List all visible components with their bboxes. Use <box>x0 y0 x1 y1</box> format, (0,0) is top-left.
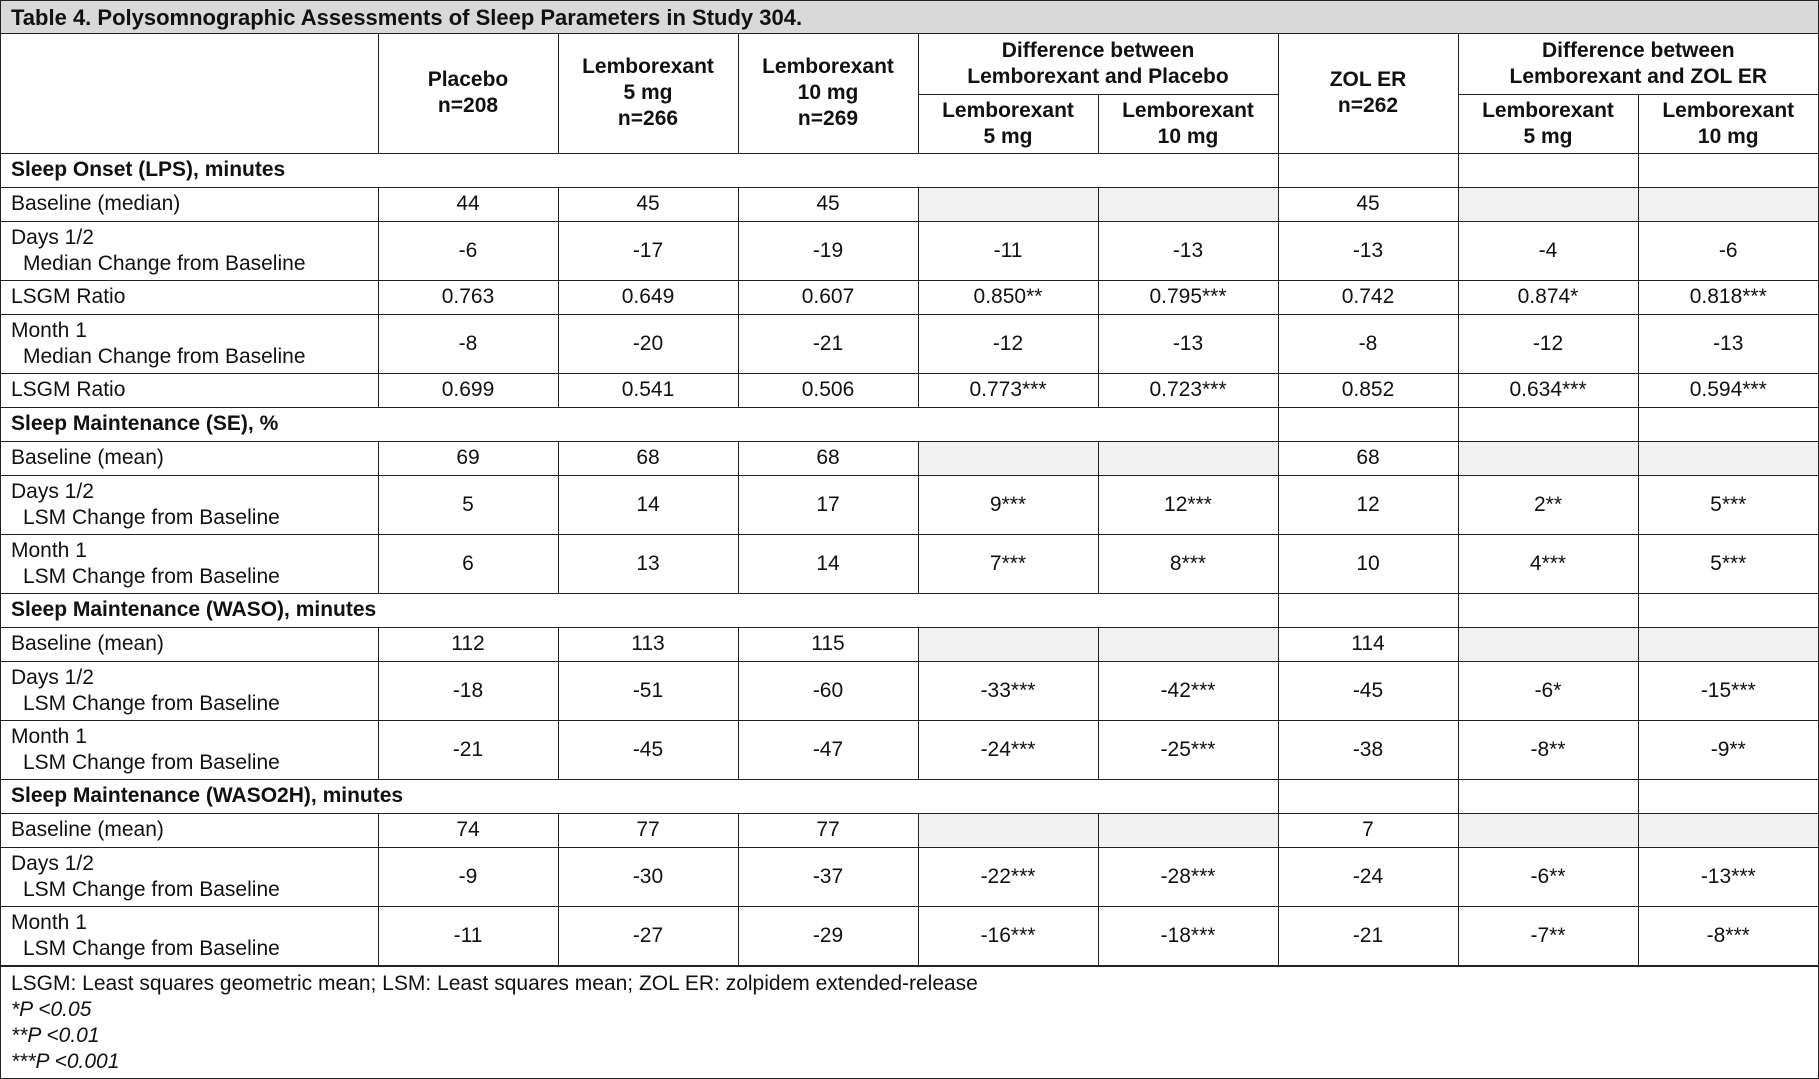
table-cell: 5 <box>378 475 558 534</box>
table-cell: 12*** <box>1098 475 1278 534</box>
table-cell: 5*** <box>1638 534 1818 593</box>
table-cell: 74 <box>378 813 558 847</box>
footnote-significance: ***P <0.001 <box>11 1049 120 1073</box>
table-cell <box>1638 187 1818 221</box>
table-cell <box>1638 813 1818 847</box>
table-cell: -13 <box>1098 221 1278 280</box>
section-empty-cell <box>1638 779 1818 813</box>
table-cell: -16*** <box>918 906 1098 965</box>
table-cell: -33*** <box>918 661 1098 720</box>
table-cell <box>1098 813 1278 847</box>
table-cell <box>918 441 1098 475</box>
footnotes <box>1 966 1818 1078</box>
table-cell: 44 <box>378 187 558 221</box>
table-cell <box>1458 441 1638 475</box>
row-label: Month 1 LSM Change from Baseline <box>1 534 378 593</box>
table-cell: 12 <box>1278 475 1458 534</box>
table-cell: -21 <box>1278 906 1458 965</box>
table-cell: 68 <box>558 441 738 475</box>
table-cell: 0.506 <box>738 373 918 407</box>
row-label: Month 1 LSM Change from Baseline <box>1 720 378 779</box>
row-label: Baseline (mean) <box>1 441 378 475</box>
subheader-zol-diff-lem10: Lemborexant 10 mg <box>1638 94 1818 153</box>
header-lemborexant-10mg: Lemborexant 10 mg n=269 <box>738 34 918 153</box>
table-row <box>1 280 1818 314</box>
table-row <box>1 221 1818 280</box>
table-row <box>1 314 1818 373</box>
section-empty-cell <box>1458 779 1638 813</box>
table-cell <box>918 627 1098 661</box>
table-cell: -15*** <box>1638 661 1818 720</box>
table-cell: -60 <box>738 661 918 720</box>
table-row <box>1 906 1818 965</box>
table-cell: -45 <box>558 720 738 779</box>
table-cell: -6 <box>378 221 558 280</box>
table-cell: -37 <box>738 847 918 906</box>
row-label: LSGM Ratio <box>1 373 378 407</box>
table-cell: 0.699 <box>378 373 558 407</box>
table-body <box>1 153 1818 965</box>
table-cell: -8** <box>1458 720 1638 779</box>
section-row <box>1 779 1818 813</box>
section-empty-cell <box>1278 779 1458 813</box>
section-row <box>1 153 1818 187</box>
table-cell: -11 <box>378 906 558 965</box>
section-row <box>1 407 1818 441</box>
table-cell: -11 <box>918 221 1098 280</box>
section-title: Sleep Maintenance (WASO2H), minutes <box>1 779 1278 813</box>
table-cell: -27 <box>558 906 738 965</box>
table-cell: -13 <box>1638 314 1818 373</box>
table-cell: 8*** <box>1098 534 1278 593</box>
table-cell: 0.607 <box>738 280 918 314</box>
section-empty-cell <box>1458 407 1638 441</box>
table-cell: 10 <box>1278 534 1458 593</box>
header-blank <box>1 34 378 153</box>
header-placebo: Placebo n=208 <box>378 34 558 153</box>
table-cell <box>1098 187 1278 221</box>
row-label: Baseline (mean) <box>1 813 378 847</box>
table-cell <box>1458 187 1638 221</box>
section-empty-cell <box>1278 153 1458 187</box>
table-row <box>1 534 1818 593</box>
row-label: Days 1/2 LSM Change from Baseline <box>1 661 378 720</box>
section-empty-cell <box>1278 593 1458 627</box>
section-title: Sleep Maintenance (WASO), minutes <box>1 593 1278 627</box>
table-cell <box>1098 441 1278 475</box>
table-row <box>1 720 1818 779</box>
table-cell: 0.649 <box>558 280 738 314</box>
subheader-placebo-diff-lem10: Lemborexant 10 mg <box>1098 94 1278 153</box>
table-cell: -8 <box>378 314 558 373</box>
table-cell <box>1638 441 1818 475</box>
table-cell: -6* <box>1458 661 1638 720</box>
table-cell: -18 <box>378 661 558 720</box>
table-cell: 4*** <box>1458 534 1638 593</box>
table-cell: -17 <box>558 221 738 280</box>
table-cell: -9 <box>378 847 558 906</box>
table-cell: 69 <box>378 441 558 475</box>
table-cell: 13 <box>558 534 738 593</box>
table-cell: -24 <box>1278 847 1458 906</box>
table-cell <box>1638 627 1818 661</box>
table-cell: -12 <box>918 314 1098 373</box>
table-cell: 0.852 <box>1278 373 1458 407</box>
section-title: Sleep Maintenance (SE), % <box>1 407 1278 441</box>
table-cell: 0.541 <box>558 373 738 407</box>
table-cell: -4 <box>1458 221 1638 280</box>
table-cell: -20 <box>558 314 738 373</box>
table-cell: 0.634*** <box>1458 373 1638 407</box>
table-cell: 5*** <box>1638 475 1818 534</box>
table-cell: 115 <box>738 627 918 661</box>
table-cell: -29 <box>738 906 918 965</box>
table-cell <box>1458 813 1638 847</box>
subheader-placebo-diff-lem5: Lemborexant 5 mg <box>918 94 1098 153</box>
table-cell: -6** <box>1458 847 1638 906</box>
table-title: Table 4. Polysomnographic Assessments of Sleep Parameters in Study 304. <box>1 1 1818 34</box>
row-label: Month 1 LSM Change from Baseline <box>1 906 378 965</box>
table-cell: 77 <box>738 813 918 847</box>
table-row <box>1 847 1818 906</box>
section-title: Sleep Onset (LPS), minutes <box>1 153 1278 187</box>
section-empty-cell <box>1458 153 1638 187</box>
table-cell: -42*** <box>1098 661 1278 720</box>
row-label: LSGM Ratio <box>1 280 378 314</box>
table-row <box>1 187 1818 221</box>
table-cell: -13*** <box>1638 847 1818 906</box>
table-cell: 9*** <box>918 475 1098 534</box>
table-cell: -38 <box>1278 720 1458 779</box>
table-cell: -6 <box>1638 221 1818 280</box>
section-empty-cell <box>1458 593 1638 627</box>
table-cell: -12 <box>1458 314 1638 373</box>
table-cell: 7 <box>1278 813 1458 847</box>
table-cell: -28*** <box>1098 847 1278 906</box>
table-cell <box>1458 627 1638 661</box>
section-row <box>1 593 1818 627</box>
table-cell: 0.850** <box>918 280 1098 314</box>
table-cell: 45 <box>1278 187 1458 221</box>
table-cell: -7** <box>1458 906 1638 965</box>
subheader-zol-diff-lem5: Lemborexant 5 mg <box>1458 94 1638 153</box>
row-label: Days 1/2 LSM Change from Baseline <box>1 847 378 906</box>
table-cell: 0.763 <box>378 280 558 314</box>
footnote-significance: **P <0.01 <box>11 1023 100 1047</box>
table-cell: -30 <box>558 847 738 906</box>
footnote-abbreviations: LSGM: Least squares geometric mean; LSM: Least squares mean; ZOL ER: zolpidem extended-release <box>11 971 978 995</box>
table-cell: 45 <box>738 187 918 221</box>
table-row <box>1 661 1818 720</box>
table-cell <box>918 187 1098 221</box>
table-row <box>1 441 1818 475</box>
table-row <box>1 627 1818 661</box>
footnote-significance: *P <0.05 <box>11 997 92 1021</box>
table-cell <box>1098 627 1278 661</box>
section-empty-cell <box>1638 407 1818 441</box>
data-table <box>1 34 1818 966</box>
table-cell: 0.742 <box>1278 280 1458 314</box>
table-cell: 77 <box>558 813 738 847</box>
table-cell: 45 <box>558 187 738 221</box>
table-cell: -8 <box>1278 314 1458 373</box>
row-label: Baseline (mean) <box>1 627 378 661</box>
table-cell: -19 <box>738 221 918 280</box>
row-label: Days 1/2 Median Change from Baseline <box>1 221 378 280</box>
row-label: Baseline (median) <box>1 187 378 221</box>
section-empty-cell <box>1638 153 1818 187</box>
table-cell: -51 <box>558 661 738 720</box>
table-cell: -21 <box>738 314 918 373</box>
table-cell: -21 <box>378 720 558 779</box>
row-label: Month 1 Median Change from Baseline <box>1 314 378 373</box>
table-cell: 112 <box>378 627 558 661</box>
table-cell: 114 <box>1278 627 1458 661</box>
table-cell: -47 <box>738 720 918 779</box>
table-row <box>1 373 1818 407</box>
table-cell: 113 <box>558 627 738 661</box>
row-label: Days 1/2 LSM Change from Baseline <box>1 475 378 534</box>
table-cell: -18*** <box>1098 906 1278 965</box>
table-cell: -13 <box>1278 221 1458 280</box>
table-cell: -45 <box>1278 661 1458 720</box>
table-cell: 14 <box>738 534 918 593</box>
header-zol-er: ZOL ER n=262 <box>1278 34 1458 153</box>
table-cell: 17 <box>738 475 918 534</box>
table-cell: -25*** <box>1098 720 1278 779</box>
table-cell: 68 <box>738 441 918 475</box>
table-cell: 6 <box>378 534 558 593</box>
table-cell: -24*** <box>918 720 1098 779</box>
table-row <box>1 475 1818 534</box>
table-cell: 14 <box>558 475 738 534</box>
table-cell: 0.773*** <box>918 373 1098 407</box>
header-difference-vs-placebo: Difference between Lemborexant and Placebo <box>918 34 1278 94</box>
header-difference-vs-zol: Difference between Lemborexant and ZOL ER <box>1458 34 1818 94</box>
section-empty-cell <box>1638 593 1818 627</box>
table-cell: 0.818*** <box>1638 280 1818 314</box>
table-cell: -22*** <box>918 847 1098 906</box>
table-cell: 7*** <box>918 534 1098 593</box>
table-cell <box>918 813 1098 847</box>
header-lemborexant-5mg: Lemborexant 5 mg n=266 <box>558 34 738 153</box>
section-empty-cell <box>1278 407 1458 441</box>
table-cell: 0.795*** <box>1098 280 1278 314</box>
table-cell: 68 <box>1278 441 1458 475</box>
table-cell: 0.723*** <box>1098 373 1278 407</box>
table-cell: 2** <box>1458 475 1638 534</box>
table-cell: 0.874* <box>1458 280 1638 314</box>
table-cell: -13 <box>1098 314 1278 373</box>
table-cell: -8*** <box>1638 906 1818 965</box>
table-row <box>1 813 1818 847</box>
table-cell: 0.594*** <box>1638 373 1818 407</box>
table-cell: -9** <box>1638 720 1818 779</box>
